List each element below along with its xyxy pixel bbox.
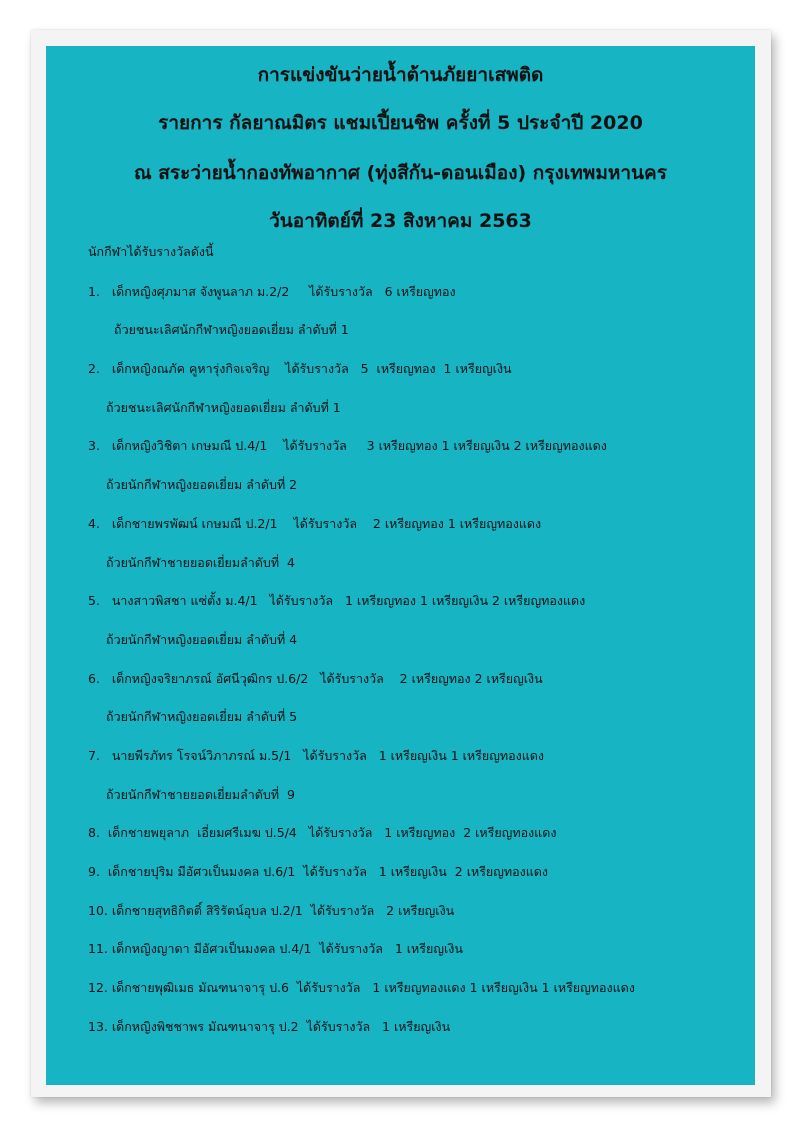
award-honor-1: ถ้วยชนะเลิศนักกีฬาหญิงยอดเยี่ยม ลำดับที่ 1	[114, 322, 349, 337]
award-honor-6: ถ้วยนักกีฬาหญิงยอดเยี่ยม ลำดับที่ 5	[106, 709, 298, 724]
event-date: วันอาทิตย์ที่ 23 สิงหาคม 2563	[269, 210, 532, 232]
event-title: การแข่งขันว่ายน้ำต้านภัยยาเสพติด	[257, 64, 544, 86]
award-entry-8: 8. เด็กชายพยุลาภ เอี่ยมศรีเมฆ ป.5/4 ได้รับรางวัล 1 เหรียญทอง 2 เหรียญทองแดง	[88, 825, 557, 840]
award-honor-3: ถ้วยนักกีฬาหญิงยอดเยี่ยม ลำดับที่ 2	[106, 477, 298, 492]
award-honor-5: ถ้วยนักกีฬาหญิงยอดเยี่ยม ลำดับที่ 4	[106, 632, 298, 647]
award-entry-12: 12. เด็กชายพุฒิเมธ มัณฑนาจารุ ป.6 ได้รับรางวัล 1 เหรียญทองแดง 1 เหรียญเงิน 1 เหรียญทองแดง	[88, 980, 635, 995]
award-entry-10: 10. เด็กชายสุทธิกิตติ์ สิริรัตน์อุบล ป.2/1 ได้รับรางวัล 2 เหรียญเงิน	[88, 903, 455, 918]
award-entry-3: 3. เด็กหญิงวิชิตา เกษมณี ป.4/1 ได้รับรางวัล 3 เหรียญทอง 1 เหรียญเงิน 2 เหรียญทองแดง	[88, 438, 607, 453]
announcement-panel	[46, 46, 755, 1085]
intro-text: นักกีฬาได้รับรางวัลดังนี้	[88, 244, 214, 259]
award-honor-4: ถ้วยนักกีฬาชายยอดเยี่ยมลำดับที่ 4	[106, 555, 295, 570]
award-entry-13: 13. เด็กหญิงพิชชาพร มัณฑนาจารุ ป.2 ได้รับรางวัล 1 เหรียญเงิน	[88, 1019, 451, 1034]
award-entry-4: 4. เด็กชายพรพัฒน์ เกษมณี ป.2/1 ได้รับรางวัล 2 เหรียญทอง 1 เหรียญทองแดง	[88, 516, 542, 531]
award-entry-6: 6. เด็กหญิงจริยาภรณ์ อัศนีวุฒิกร ป.6/2 ได้รับรางวัล 2 เหรียญทอง 2 เหรียญเงิน	[88, 671, 543, 686]
award-entry-2: 2. เด็กหญิงณภัค คูหารุ่งกิจเจริญ ได้รับรางวัล 5 เหรียญทอง 1 เหรียญเงิน	[88, 361, 512, 376]
award-honor-7: ถ้วยนักกีฬาชายยอดเยี่ยมลำดับที่ 9	[106, 787, 295, 802]
award-entry-9: 9. เด็กชายปุริม มีอัศวเป็นมงคล ป.6/1 ได้รับรางวัล 1 เหรียญเงิน 2 เหรียญทองแดง	[88, 864, 549, 879]
award-entry-11: 11. เด็กหญิงญาดา มีอัศวเป็นมงคล ป.4/1 ได้รับรางวัล 1 เหรียญเงิน	[88, 941, 463, 956]
award-entry-1: 1. เด็กหญิงศุภมาส จังพูนลาภ ม.2/2 ได้รับรางวัล 6 เหรียญทอง	[88, 284, 456, 299]
award-entry-7: 7. นายพีรภัทร โรจน์วิภาภรณ์ ม.5/1 ได้รับรางวัล 1 เหรียญเงิน 1 เหรียญทองแดง	[88, 748, 544, 763]
event-venue: ณ สระว่ายน้ำกองทัพอากาศ (ทุ่งสีกัน-ดอนเมือง) กรุงเทพมหานคร	[134, 162, 667, 184]
award-entry-5: 5. นางสาวพิสชา แซ่ตั้ง ม.4/1 ได้รับรางวัล 1 เหรียญทอง 1 เหรียญเงิน 2 เหรียญทองแดง	[88, 593, 586, 608]
event-name: รายการ กัลยาณมิตร แชมเปี้ยนชิพ ครั้งที่ 5 ประจำปี 2020	[158, 112, 643, 134]
award-honor-2: ถ้วยชนะเลิศนักกีฬาหญิงยอดเยี่ยม ลำดับที่ 1	[106, 400, 341, 415]
